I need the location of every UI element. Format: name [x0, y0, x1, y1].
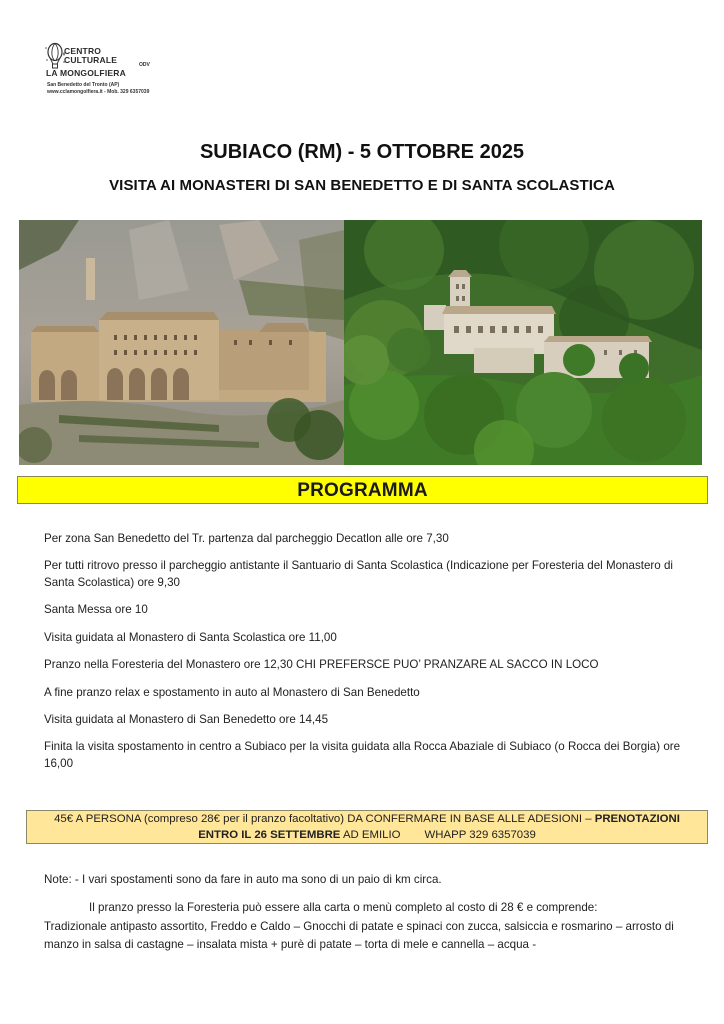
monastero-san-benedetto-photo — [19, 220, 344, 465]
logo-line-mongolfiera: LA MONGOLFIERA — [46, 68, 126, 78]
program-item: Visita guidata al Monastero di San Benedetto ore 14,45 — [44, 713, 329, 726]
page-subtitle: VISITA AI MONASTERI DI SAN BENEDETTO E DI SANTA SCOLASTICA — [109, 177, 615, 194]
program-item: Per zona San Benedetto del Tr. partenza dal parcheggio Decatlon alle ore 7,30 — [44, 532, 449, 545]
program-item: Finita la visita spostamento in centro a Subiaco per la visita guidata alla Rocca Abaziale di Subiaco (o Rocca dei Borgia) ore 16,00 — [44, 740, 681, 770]
booking-contact: AD EMILIO — [340, 828, 401, 841]
program-item: Per tutti ritrovo presso il parcheggio antistante il Santuario di Santa Scolastica (Indicazione per Foresteria del Monastero di Santa Scolastica) ore 9,30 — [44, 559, 673, 589]
organization-logo — [44, 42, 224, 102]
program-item: Santa Messa ore 10 — [44, 603, 148, 616]
logo-address: San Benedetto del Tronto (AP) — [47, 82, 120, 88]
logo-address-block — [47, 82, 149, 96]
program-item: Pranzo nella Foresteria del Monastero ore 12,30 CHI PREFERSCE PUO’ PRANZARE AL SACCO IN LOCO — [44, 658, 599, 671]
lunch-menu-body: Tradizionale antipasto assortito, Freddo e Caldo – Gnocchi di patate e spinaci con zucca, salsiccia e rosmarino – arrosto di manzo in salsa di castagne – insalata mista + purè di patate – torta di mele e cannella – acqua - — [44, 919, 674, 951]
programma-heading: PROGRAMMA — [17, 476, 708, 504]
logo-odv: ODV — [139, 62, 150, 68]
program-item: A fine pranzo relax e spostamento in auto al Monastero di San Benedetto — [44, 686, 420, 699]
travel-note: Note: - I vari spostamenti sono da fare in auto ma sono di un paio di km circa. — [44, 873, 442, 886]
lunch-menu-intro: Il pranzo presso la Foresteria può essere alla carta o menù completo al costo di 28 € e comprende: — [89, 901, 598, 914]
booking-deadline: ENTRO IL 26 SETTEMBRE — [198, 828, 341, 841]
page-title: SUBIACO (RM) - 5 OTTOBRE 2025 — [199, 141, 525, 163]
price-text: 45€ A PERSONA (compreso 28€ per il pranzo facoltativo) DA CONFERMARE IN BASE ALLE ADESIONI – — [54, 813, 595, 825]
price-booking-box — [26, 810, 708, 844]
lunch-menu — [44, 899, 684, 955]
logo-line-centro: CENTRO — [64, 46, 102, 56]
monastero-santa-scolastica-photo — [344, 220, 702, 465]
whatsapp-phone: WHAPP 329 6357039 — [424, 828, 536, 841]
booking-label: PRENOTAZIONI — [594, 813, 680, 825]
price-line-2 — [27, 828, 707, 844]
logo-line-culturale: CULTURALE — [64, 55, 118, 65]
price-line-1 — [27, 812, 707, 828]
program-item: Visita guidata al Monastero di Santa Scolastica ore 11,00 — [44, 631, 337, 644]
logo-contact: www.cclamongolfiera.it - Mob. 329 6357039 — [47, 89, 150, 95]
